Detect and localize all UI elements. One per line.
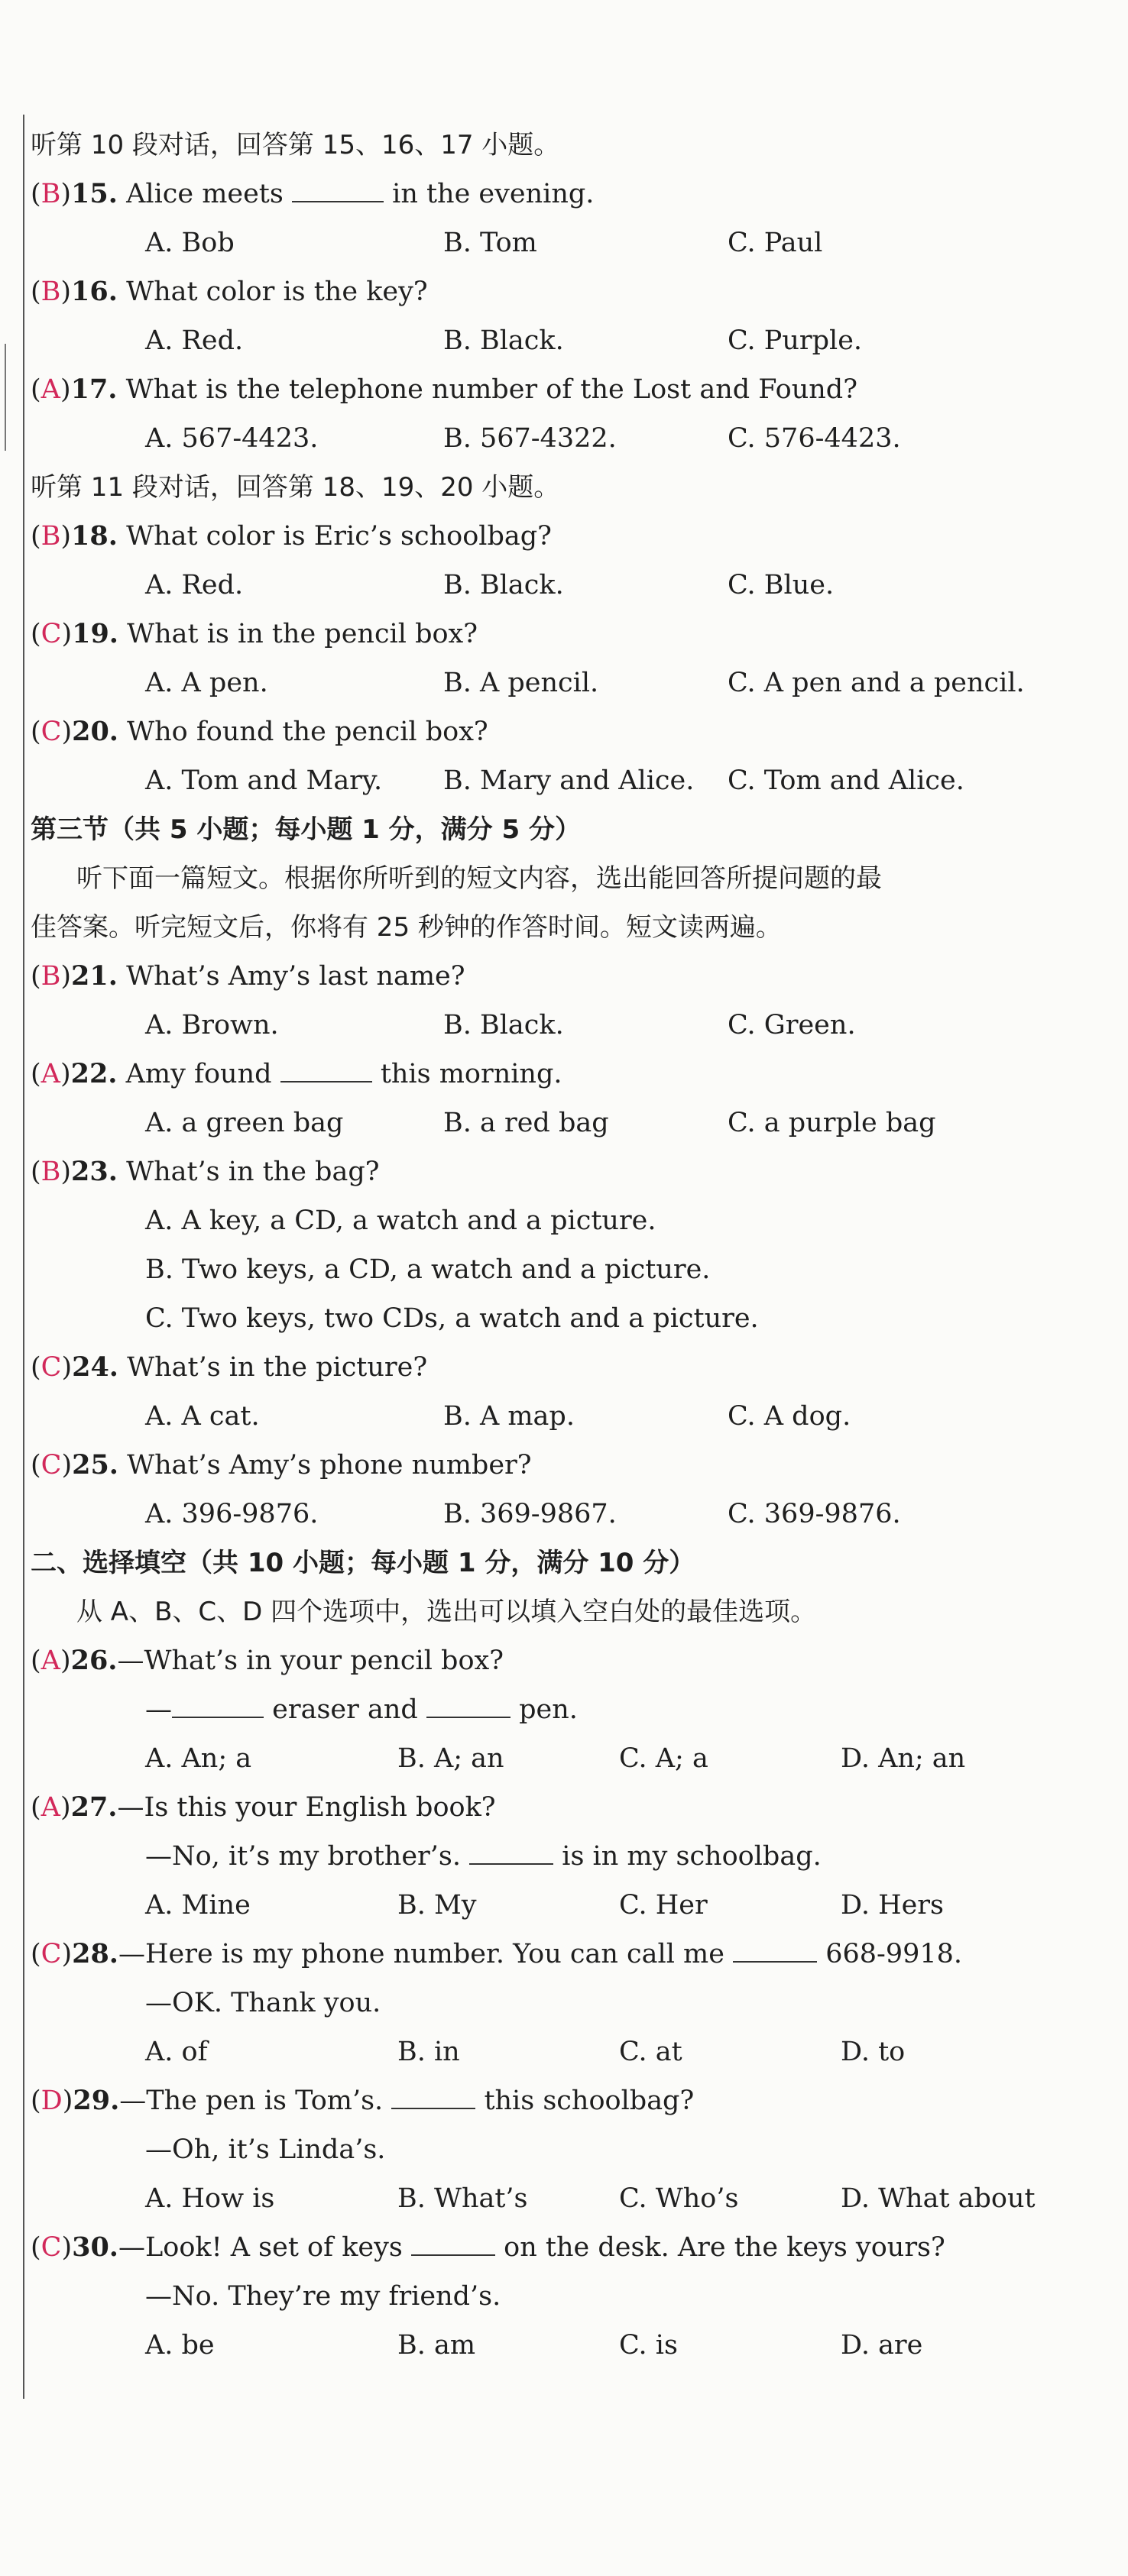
option-c: C. Paul [728,228,823,258]
option-c: C. at [619,2037,682,2067]
option-a: A. Tom and Mary. [145,765,383,796]
answer-mark: A [41,374,60,405]
option-b: B. My [397,1890,477,1921]
answer-mark: B [41,179,61,209]
option-a: A. Red. [145,570,244,600]
question-text: What is the telephone number of the Lost and Found? [125,374,857,405]
answer-mark: A [41,1059,60,1089]
option-b: B. What’s [397,2183,528,2214]
answer-mark: C [41,1450,62,1481]
option-a: A. Brown. [145,1010,279,1040]
dialogue-text: —The pen is Tom’s. [119,2086,384,2116]
question-28-line-2: —OK. Thank you. [145,1988,381,2018]
question-number: 19. [72,618,118,649]
dialogue-text: —Here is my phone number. You can call me [118,1939,724,1969]
question-25: (C)25. What’s Amy’s phone number? [31,1449,532,1481]
dialogue-text: —Look! A set of keys [118,2232,403,2263]
question-22: (A)22. Amy found this morning. [31,1051,562,1097]
option-c: C. A dog. [728,1401,851,1432]
question-number: 21. [71,960,118,992]
option-b: B. a red bag [443,1108,609,1138]
option-c: C. Tom and Alice. [728,765,964,796]
question-text: What’s in the picture? [127,1352,428,1383]
question-number: 28. [72,1938,118,1969]
answer-mark: C [41,619,62,649]
answer-mark: A [41,1646,60,1676]
dialogue-text-end: pen. [519,1694,578,1725]
question-number: 27. [70,1791,118,1823]
question-29: (D)29.—The pen is Tom’s. this schoolbag? [31,2078,694,2124]
option-c: C. Who’s [619,2183,739,2214]
option-d: D. What about [841,2183,1036,2214]
question-16: (B)16. What color is the key? [31,276,428,307]
dialogue-text-end: this schoolbag? [484,2086,695,2116]
answer-mark: A [41,1792,60,1823]
answer-blank [411,2228,495,2256]
question-number: 20. [72,716,118,747]
margin-line [23,115,24,2399]
section-3-instruction-line2: 佳答案。听完短文后，你将有 25 秒钟的作答时间。短文读两遍。 [31,912,782,943]
dialogue-text-end: is in my schoolbag. [562,1841,822,1872]
question-27-line-2 [145,1833,822,1879]
option-b: B. Black. [443,1010,564,1040]
option-a: A. A pen. [145,668,268,698]
margin-tick [5,344,6,451]
question-text: What’s Amy’s phone number? [127,1450,532,1481]
option-a: A. Mine [145,1890,251,1921]
option-b: B. Two keys, a CD, a watch and a picture. [145,1254,711,1285]
question-17: (A)17. What is the telephone number of the Lost and Found? [31,374,857,405]
question-text: What color is Eric’s schoolbag? [126,521,552,552]
option-a: A. How is [145,2183,275,2214]
question-18: (B)18. What color is Eric’s schoolbag? [31,520,552,552]
option-b: B. 567-4322. [443,423,617,454]
answer-blank [280,1055,372,1083]
question-number: 25. [72,1449,118,1481]
answer-mark: B [41,961,61,992]
option-b: B. in [397,2037,460,2067]
dialogue-text-end: on the desk. Are the keys yours? [504,2232,945,2263]
answer-mark: C [41,717,62,747]
question-text-end: this morning. [380,1059,562,1089]
dialogue-text: eraser and [272,1694,418,1725]
section-3-instruction-line1: 听下面一篇短文。根据你所听到的短文内容，选出能回答所提问题的最 [76,863,882,894]
option-c: C. Purple. [728,325,863,356]
question-text: Alice meets [126,179,284,209]
option-c: C. Green. [728,1010,856,1040]
option-a: A. of [145,2037,208,2067]
answer-mark: B [41,1157,61,1187]
answer-mark: C [41,1352,62,1383]
question-30-line-2: —No. They’re my friend’s. [145,2281,501,2312]
option-a: A. A cat. [145,1401,260,1432]
option-a: A. a green bag [145,1108,344,1138]
option-c: C. A; a [619,1743,708,1774]
option-a: A. 396-9876. [145,1499,319,1529]
instruction-dialogue-11: 听第 11 段对话，回答第 18、19、20 小题。 [31,472,560,503]
question-number: 18. [71,520,118,552]
answer-mark: D [41,2086,63,2116]
option-d: D. to [841,2037,906,2067]
option-a: A. 567-4423. [145,423,319,454]
option-a: A. be [145,2330,215,2361]
option-a: A. An; a [145,1743,252,1774]
option-c: C. A pen and a pencil. [728,668,1025,698]
answer-blank [172,1691,264,1718]
question-number: 29. [73,2085,120,2116]
answer-blank [469,1837,553,1865]
answer-mark: B [41,521,61,552]
question-text: Who found the pencil box? [127,717,488,747]
question-text: What’s in the bag? [126,1157,380,1187]
option-d: D. Hers [841,1890,944,1921]
question-number: 22. [70,1058,118,1089]
answer-mark: C [41,1939,62,1969]
option-b: B. Black. [443,570,564,600]
question-19: (C)19. What is in the pencil box? [31,618,478,649]
answer-blank [292,175,384,202]
option-c: C. Blue. [728,570,835,600]
option-c: C. 369-9876. [728,1499,901,1529]
instruction-dialogue-10: 听第 10 段对话，回答第 15、16、17 小题。 [31,130,560,160]
option-b: B. Black. [443,325,564,356]
question-24: (C)24. What’s in the picture? [31,1351,428,1383]
question-20: (C)20. Who found the pencil box? [31,716,488,747]
option-c: C. Two keys, two CDs, a watch and a picture. [145,1303,759,1334]
section-3-heading: 第三节（共 5 小题；每小题 1 分，满分 5 分） [31,814,581,845]
question-number: 17. [70,374,118,405]
option-b: B. Mary and Alice. [443,765,695,796]
dialogue-text-end: 668-9918. [825,1939,963,1969]
answer-blank [391,2082,475,2109]
question-number: 26. [70,1645,118,1676]
option-b: B. A map. [443,1401,575,1432]
answer-mark: B [41,277,61,307]
option-d: D. An; an [841,1743,966,1774]
dialogue-line-1: —Is this your English book? [117,1792,496,1823]
option-b: B. 369-9867. [443,1499,617,1529]
answer-mark: C [41,2232,62,2263]
option-b: B. am [397,2330,476,2361]
section-2-heading: 二、选择填空（共 10 小题；每小题 1 分，满分 10 分） [31,1548,695,1578]
question-23: (B)23. What’s in the bag? [31,1156,380,1187]
dash: — [145,1694,172,1725]
question-21: (B)21. What’s Amy’s last name? [31,960,465,992]
question-29-line-2: —Oh, it’s Linda’s. [145,2134,386,2165]
question-text: Amy found [125,1059,272,1089]
question-15: (B)15. Alice meets in the evening. [31,171,594,217]
option-a: A. Red. [145,325,244,356]
question-number: 16. [71,276,118,307]
question-text: What color is the key? [126,277,428,307]
option-a: A. A key, a CD, a watch and a picture. [145,1205,656,1236]
question-text-end: in the evening. [392,179,595,209]
option-d: D. are [841,2330,923,2361]
question-28: (C)28.—Here is my phone number. You can call me 668-9918. [31,1931,962,1977]
answer-blank [733,1935,817,1963]
option-c: C. Her [619,1890,708,1921]
question-26: (A)26.—What’s in your pencil box? [31,1645,504,1676]
question-26-line-2 [145,1687,578,1733]
dialogue-line-1: —What’s in your pencil box? [117,1646,504,1676]
option-c: C. is [619,2330,678,2361]
option-b: B. A; an [397,1743,504,1774]
question-number: 23. [71,1156,118,1187]
question-text: What is in the pencil box? [127,619,478,649]
dialogue-text: —No, it’s my brother’s. [145,1841,461,1872]
question-text: What’s Amy’s last name? [126,961,465,992]
question-number: 15. [71,178,118,209]
option-c: C. 576-4423. [728,423,901,454]
answer-blank [426,1691,511,1718]
question-number: 24. [72,1351,118,1383]
option-b: B. A pencil. [443,668,599,698]
question-27: (A)27.—Is this your English book? [31,1791,496,1823]
question-30: (C)30.—Look! A set of keys on the desk. Are the keys yours? [31,2225,945,2270]
section-2-instruction: 从 A、B、C、D 四个选项中，选出可以填入空白处的最佳选项。 [76,1597,817,1627]
question-number: 30. [72,2231,118,2263]
option-c: C. a purple bag [728,1108,936,1138]
option-a: A. Bob [145,228,235,258]
option-b: B. Tom [443,228,537,258]
